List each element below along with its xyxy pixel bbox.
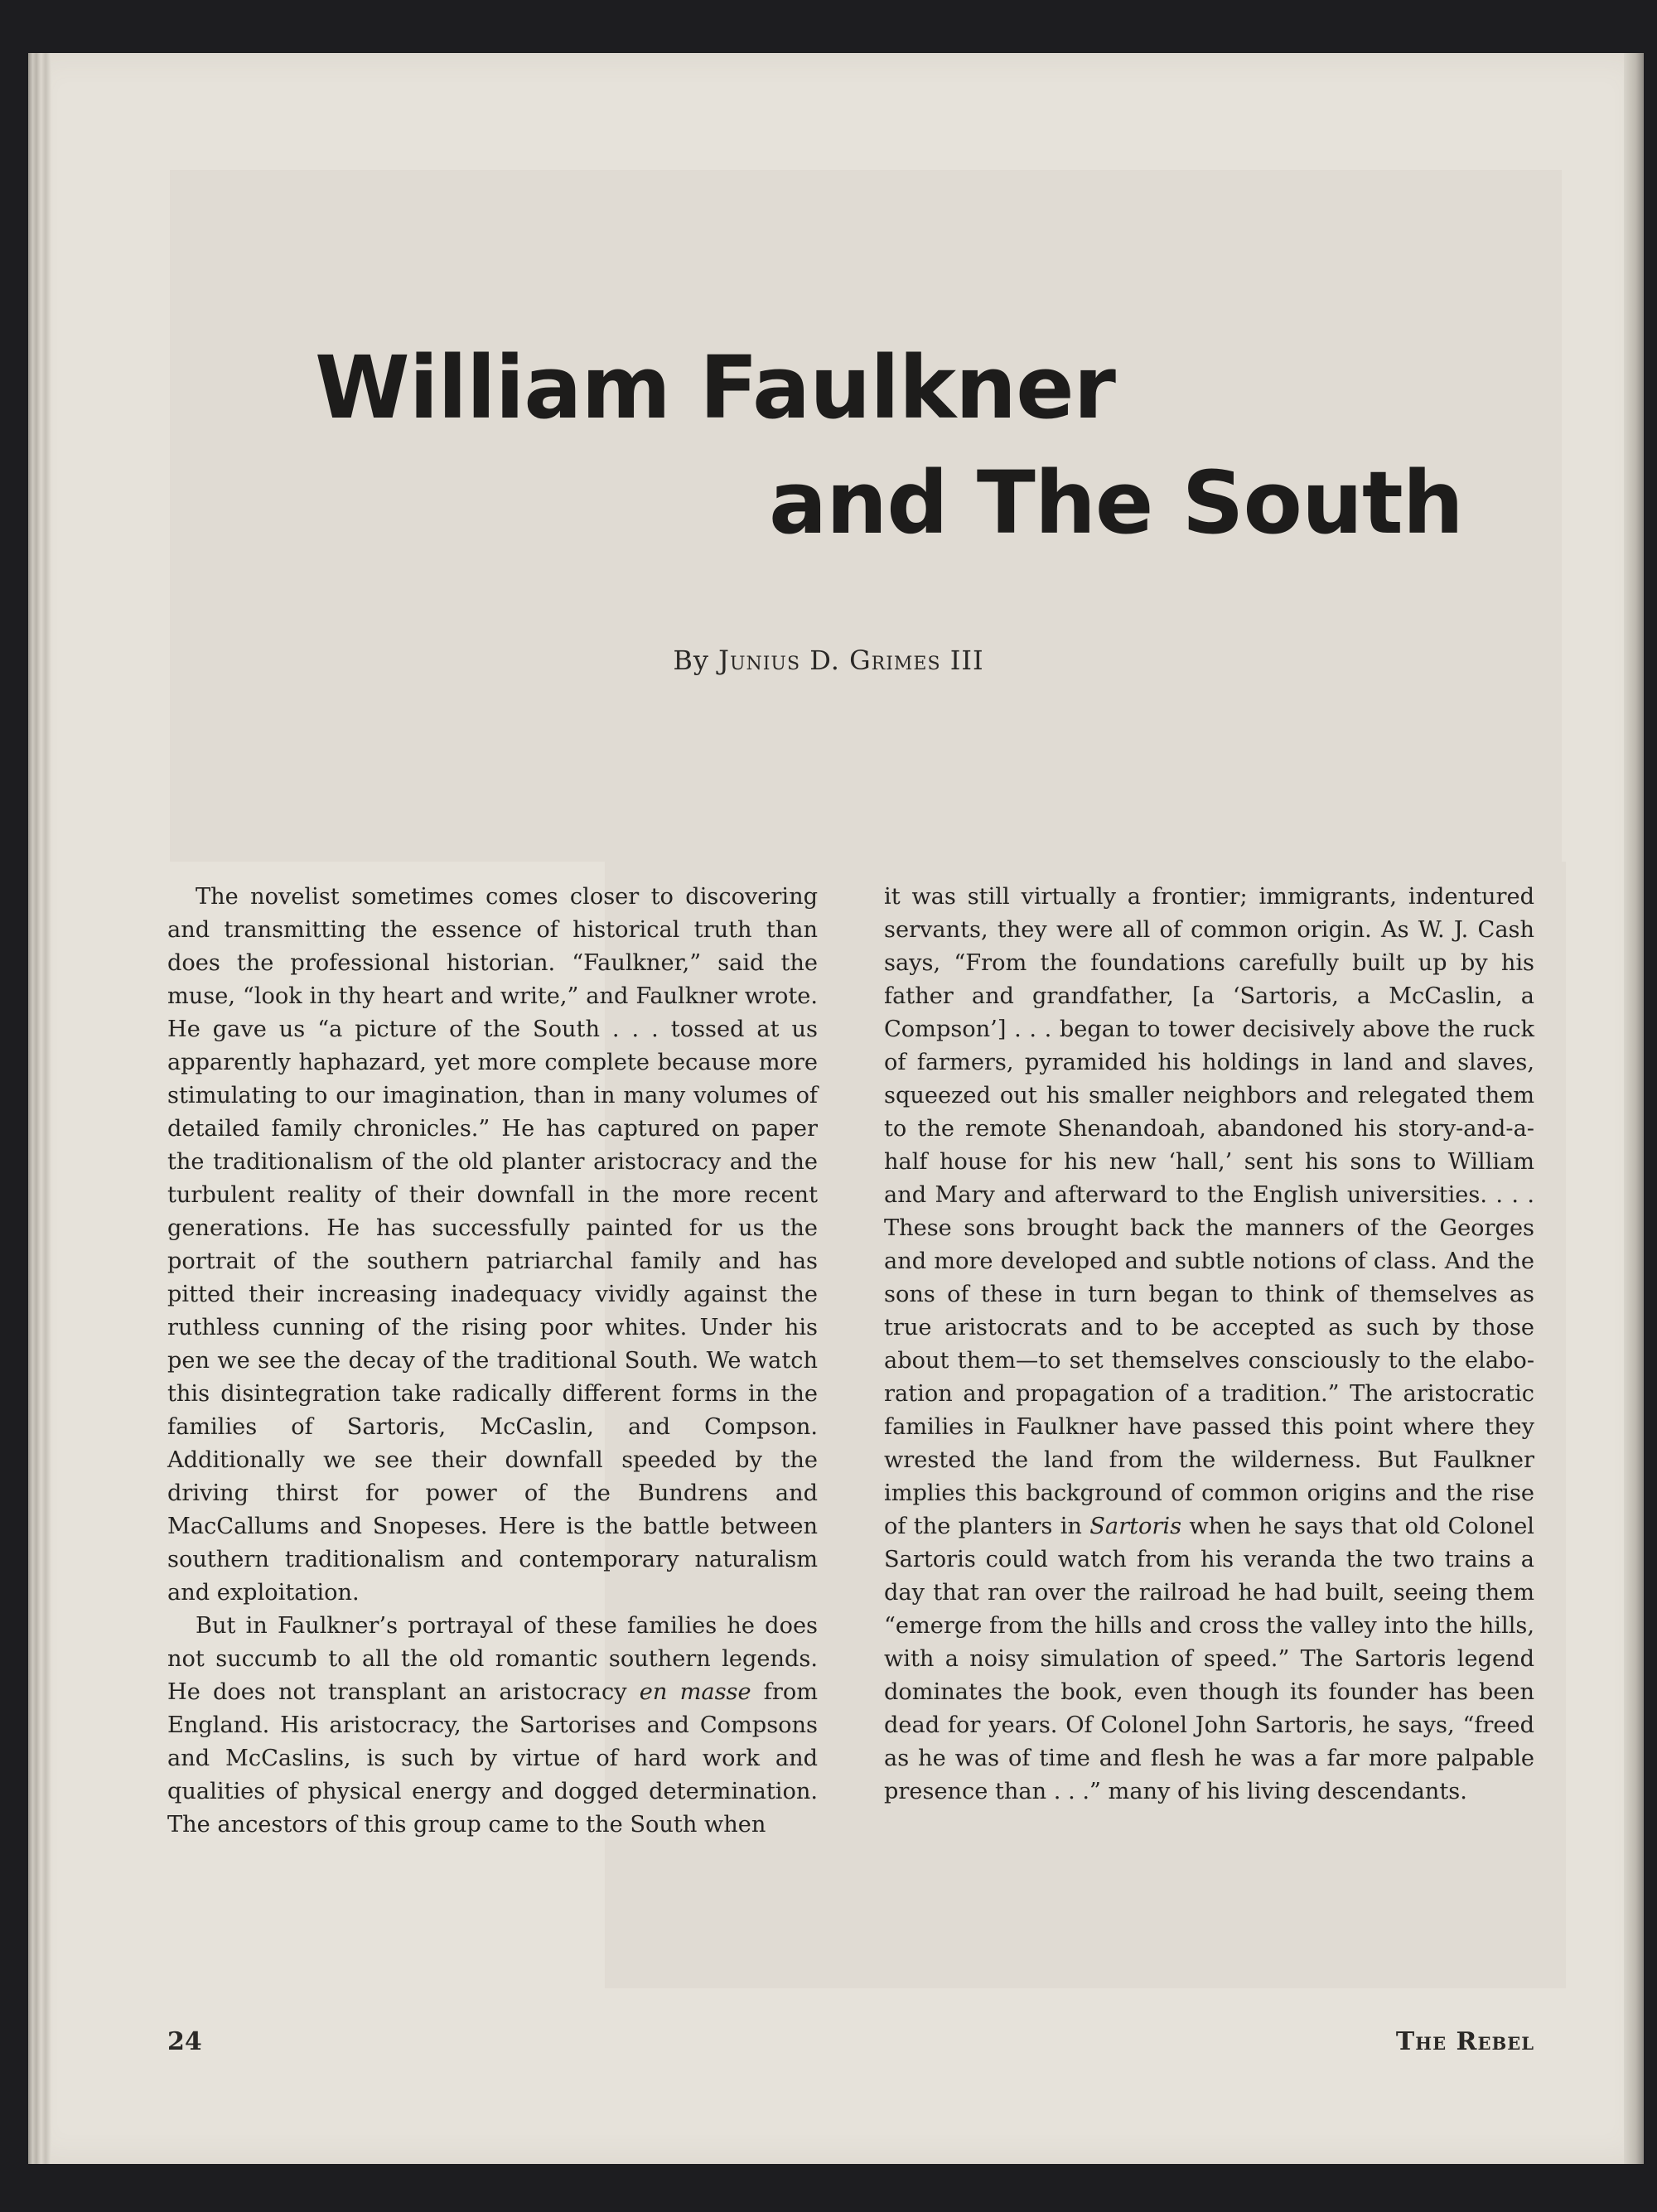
italic-phrase-en-masse: en masse (639, 1679, 751, 1705)
page-binding-edge (28, 53, 51, 2164)
continued-text-b: when he says that old Colonel Sartoris could watch from his veranda the two trains a day that ran over the railroad he had built, seeing them “emerge from the hills and cross the valley into the hills, with a noisy simulation of speed.” The Sartoris legend dominates the book, even though its founder has been dead for years. Of Colonel John Sartoris, he says, “freed as he was of time and flesh he was a far more palpable presence than . . .” many of his living descendants. (884, 1514, 1534, 1804)
byline (0, 645, 1657, 676)
page-right-edge (1624, 53, 1644, 2164)
left-column (167, 881, 818, 1842)
byline-author: Junius D. Grimes III (718, 645, 984, 676)
paragraph-2-text-a: But in Faulkner’s portrayal of these families he does not succumb to all the old romantic southern legends. He does not transplant an aristocracy (167, 1613, 818, 1705)
title-line-2: and The South (769, 452, 1463, 553)
paragraph-2-continued (884, 881, 1534, 1809)
page-number: 24 (167, 2027, 202, 2056)
right-column (884, 881, 1534, 1809)
italic-title-sartoris: Sartoris (1089, 1514, 1182, 1539)
magazine-name: The Rebel (1395, 2027, 1534, 2056)
paragraph-2-text-b: from England. His aristocracy, the Sartorises and Compsons and McCaslins, is such by virtue of hard work and qualities of physical energy and dogged determination. The ancestors of this group came to the South when (167, 1679, 818, 1838)
paragraph-2 (167, 1610, 818, 1842)
byline-prefix: By (673, 645, 719, 676)
title-line-1: William Faulkner (315, 337, 1115, 438)
paragraph-1: The novelist sometimes comes closer to discovering and transmitting the essence of historical truth than does the professional historian. “Faulkner,” said the muse, “look in thy heart and write,” and Faulkner wrote. He gave us “a picture of the South . . . tossed at us apparently haphazard, yet more complete because more stimulating to our imagination, than in many volumes of detailed family chronicles.” He has captured on paper the traditionalism of the old planter aristocracy and the turbulent reality of their downfall in the more recent generations. He has successfully painted for us the portrait of the southern patriarchal family and has pitted their increasing inadequacy vividly against the ruthless cunning of the rising poor whites. Under his pen we see the decay of the traditional South. We watch this disintegration take radically different forms in the families of Sartoris, McCaslin, and Compson. Additionally we see their downfall speeded by the driving thirst for power of the Bundrens and MacCallums and Snopeses. Here is the battle between southern traditionalism and contemporary naturalism and exploitation. (167, 884, 818, 1606)
continued-text-a: it was still virtually a frontier; immigrants, indentured servants, they were all of common origin. As W. J. Cash says, “From the foundations carefully built up by his father and grandfather, [a ‘Sartoris, a McCaslin, a Compson’] . . . began to tower decisively above the ruck of farmers, pyramided his holdings in land and slaves, squeezed out his smaller neighbors and relegated them to the remote Shenandoah, abandoned his story-and-a-half house for his new ‘hall,’ sent his sons to William and Mary and afterward to the English universities. . . . These sons brought back the manners of the Georges and more developed and subtle notions of class. And the sons of these in turn began to think of themselves as true aristocrats and to be accepted as such by those about them—to set themselves consciously to the elaboration and propagation of a tradition.” The aristocratic families in Faulkner have passed this point where they wrested the land from the wilderness. But Faulkner implies this background of common origins and the rise of the planters in (884, 884, 1534, 1539)
